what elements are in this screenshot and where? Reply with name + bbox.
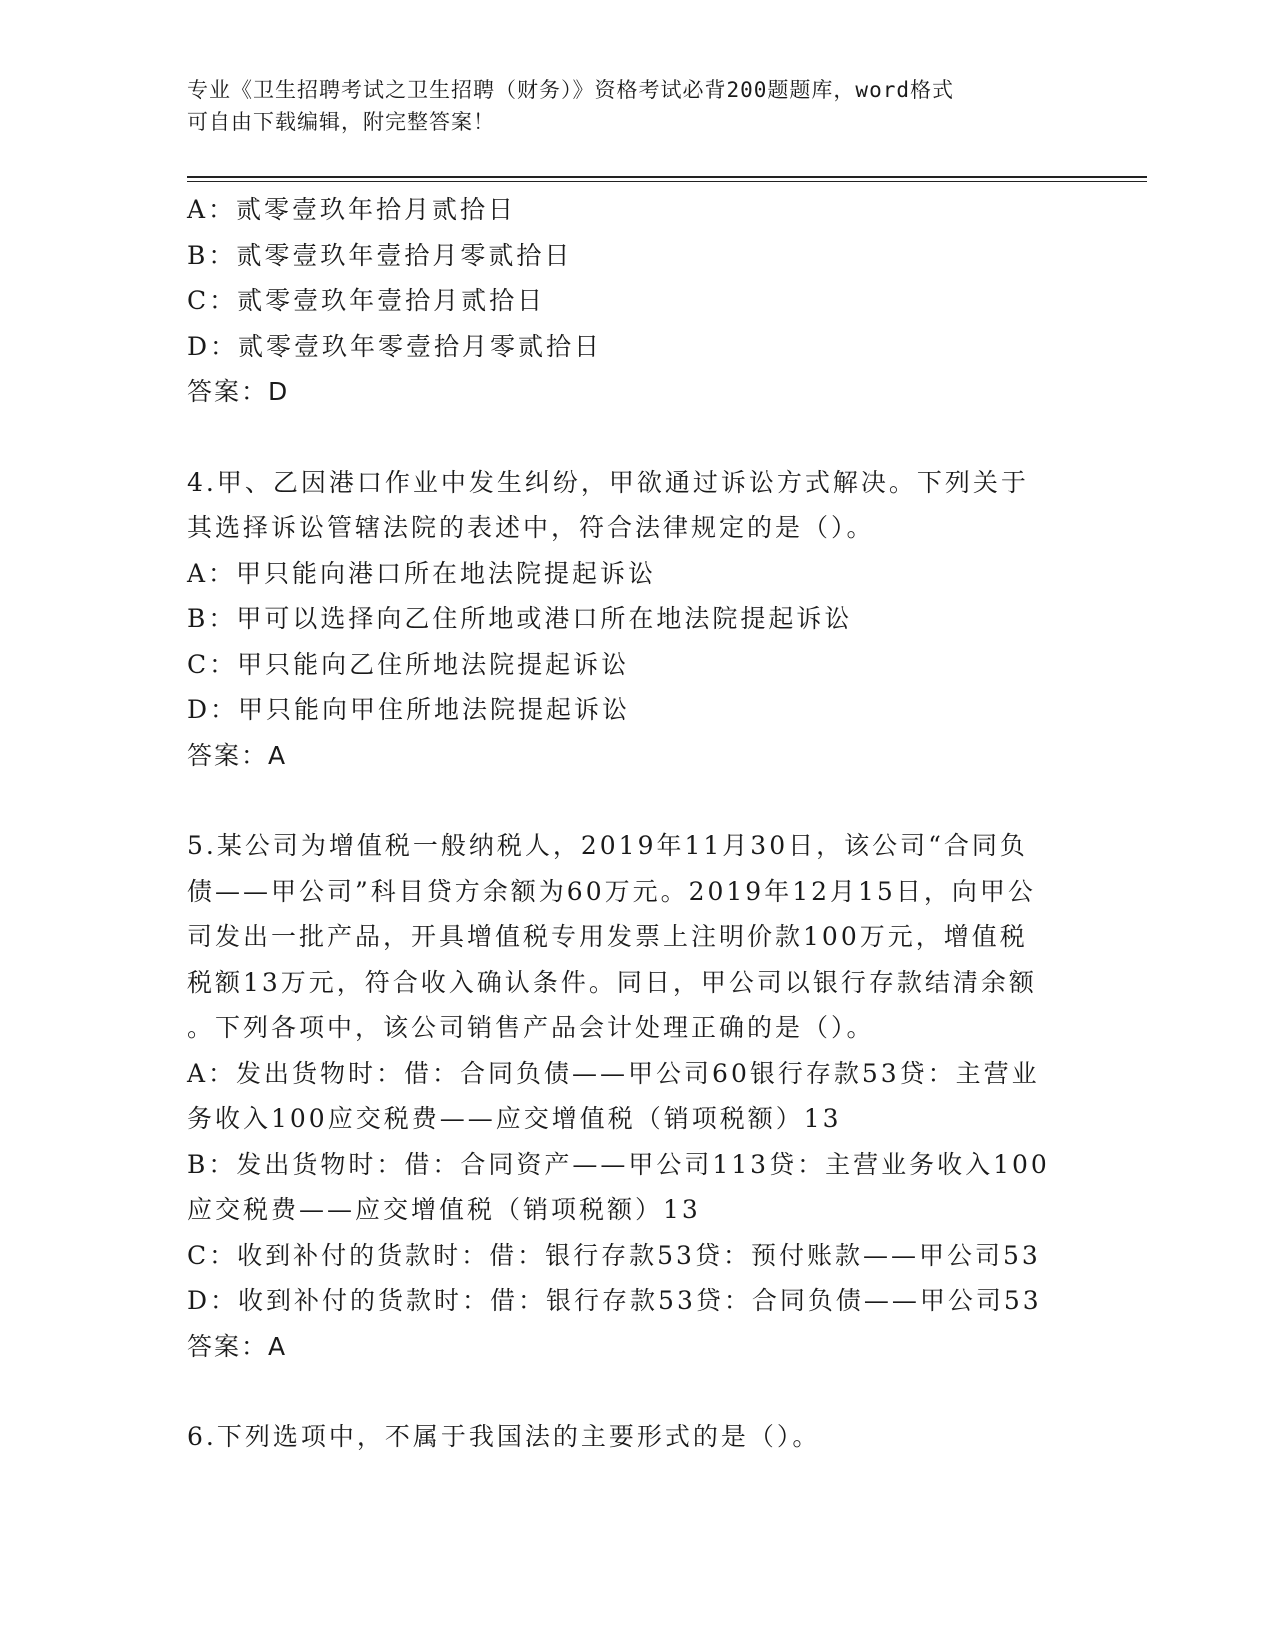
q6-stem-line-1: 6.下列选项中，不属于我国法的主要形式的是（）。 — [187, 1422, 821, 1451]
q5-option-d: D：收到补付的货款时：借：银行存款53贷：合同负债——甲公司53 — [187, 1286, 1042, 1315]
q4-stem-line-1: 4.甲、乙因港口作业中发生纠纷，甲欲通过诉讼方式解决。下列关于 — [187, 467, 1029, 497]
q4-stem-line-2: 其选择诉讼管辖法院的表述中，符合法律规定的是（）。 — [187, 513, 875, 542]
q5-stem-line-1: 5.某公司为增值税一般纳税人，2019年11月30日，该公司“合同负 — [187, 831, 1028, 860]
q4-option-b: B：甲可以选择向乙住所地或港口所在地法院提起诉讼 — [187, 604, 853, 633]
question-3-block — [187, 187, 1087, 415]
q4-option-d: D：甲只能向甲住所地法院提起诉讼 — [187, 695, 631, 724]
q5-stem-line-2: 债——甲公司”科目贷方余额为60万元。2019年12月15日，向甲公 — [187, 876, 1036, 906]
q5-stem-line-5: 。下列各项中，该公司销售产品会计处理正确的是（）。 — [187, 1013, 875, 1042]
q5-option-a-line-1: A：发出货物时：借：合同负债——甲公司60银行存款53贷：主营业 — [187, 1058, 1040, 1088]
q5-option-b-line-1: B：发出货物时：借：合同资产——甲公司113贷：主营业务收入100 — [187, 1149, 1050, 1179]
q5-stem-line-3: 司发出一批产品，开具增值税专用发票上注明价款100万元，增值税 — [187, 922, 1028, 951]
header-line-2: 可自由下载编辑，附完整答案！ — [187, 110, 495, 134]
question-5-block — [187, 823, 1087, 1369]
header-divider-thin — [187, 181, 1147, 182]
q3-answer: 答案：D — [187, 377, 290, 406]
q5-answer: 答案：A — [187, 1331, 288, 1361]
question-6-block — [187, 1414, 1087, 1460]
question-4-block — [187, 460, 1087, 779]
header-line-1: 专业《卫生招聘考试之卫生招聘（财务）》资格考试必背200题题库，word格式 — [187, 78, 954, 102]
q3-option-a: A：贰零壹玖年拾月贰拾日 — [187, 195, 517, 224]
q3-option-b: B：贰零壹玖年壹拾月零贰拾日 — [187, 240, 573, 270]
q5-stem-line-4: 税额13万元，符合收入确认条件。同日，甲公司以银行存款结清余额 — [187, 967, 1037, 997]
document-header — [187, 74, 1067, 138]
q5-option-a-line-2: 务收入100应交税费——应交增值税（销项税额）13 — [187, 1104, 842, 1133]
q5-option-b-line-2: 应交税费——应交增值税（销项税额）13 — [187, 1195, 701, 1224]
q5-option-c: C：收到补付的货款时：借：银行存款53贷：预付账款——甲公司53 — [187, 1240, 1041, 1270]
q4-answer: 答案：A — [187, 740, 288, 770]
q4-option-c: C：甲只能向乙住所地法院提起诉讼 — [187, 649, 630, 679]
q3-option-c: C：贰零壹玖年壹拾月贰拾日 — [187, 286, 546, 315]
spacer — [187, 1369, 1087, 1414]
spacer — [187, 415, 1087, 460]
header-divider-thick — [187, 176, 1147, 178]
question-content — [187, 187, 1087, 1460]
q4-option-a: A：甲只能向港口所在地法院提起诉讼 — [187, 558, 657, 588]
spacer — [187, 778, 1087, 823]
q3-option-d: D：贰零壹玖年零壹拾月零贰拾日 — [187, 331, 603, 361]
